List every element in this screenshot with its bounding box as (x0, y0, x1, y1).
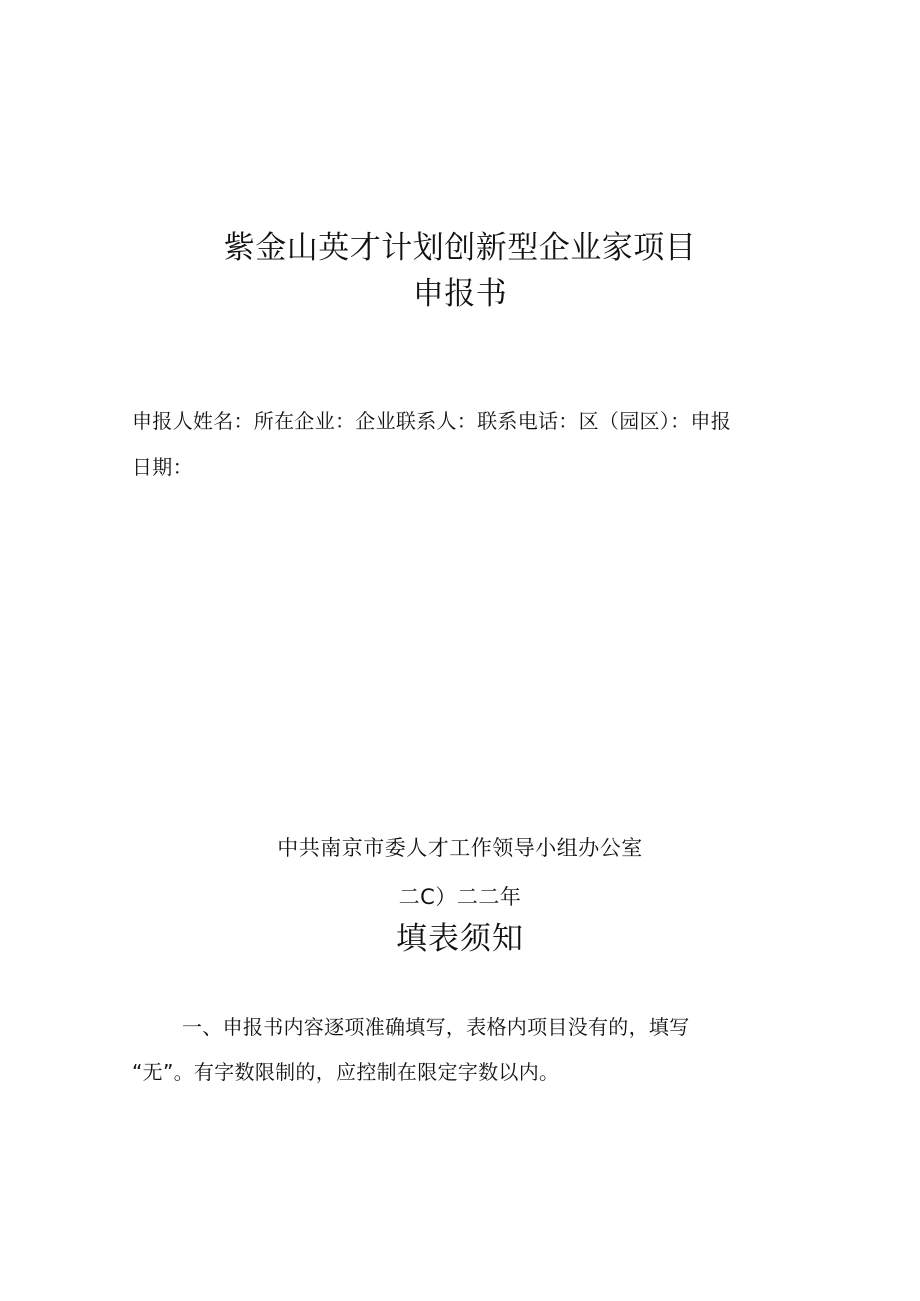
applicant-fields-line1: 申报人姓名：所在企业：企业联系人：联系电话：区（园区）：申报 (132, 409, 731, 433)
cover-title-line2: 申报书 (412, 276, 508, 312)
cover-title-line1: 紫金山英才计划创新型企业家项目 (223, 230, 697, 266)
notice-rule1-line1: 一、申报书内容逐项准确填写，表格内项目没有的，填写 (182, 1015, 690, 1039)
applicant-fields-line2: 日期： (132, 455, 193, 479)
issuing-office: 中共南京市委人才工作领导小组办公室 (277, 836, 643, 860)
notice-rule1-line2: “无”。有字数限制的，应控制在限定字数以内。 (132, 1060, 560, 1084)
notice-title: 填表须知 (396, 921, 524, 957)
issue-year: 二C）二二年 (398, 885, 522, 909)
